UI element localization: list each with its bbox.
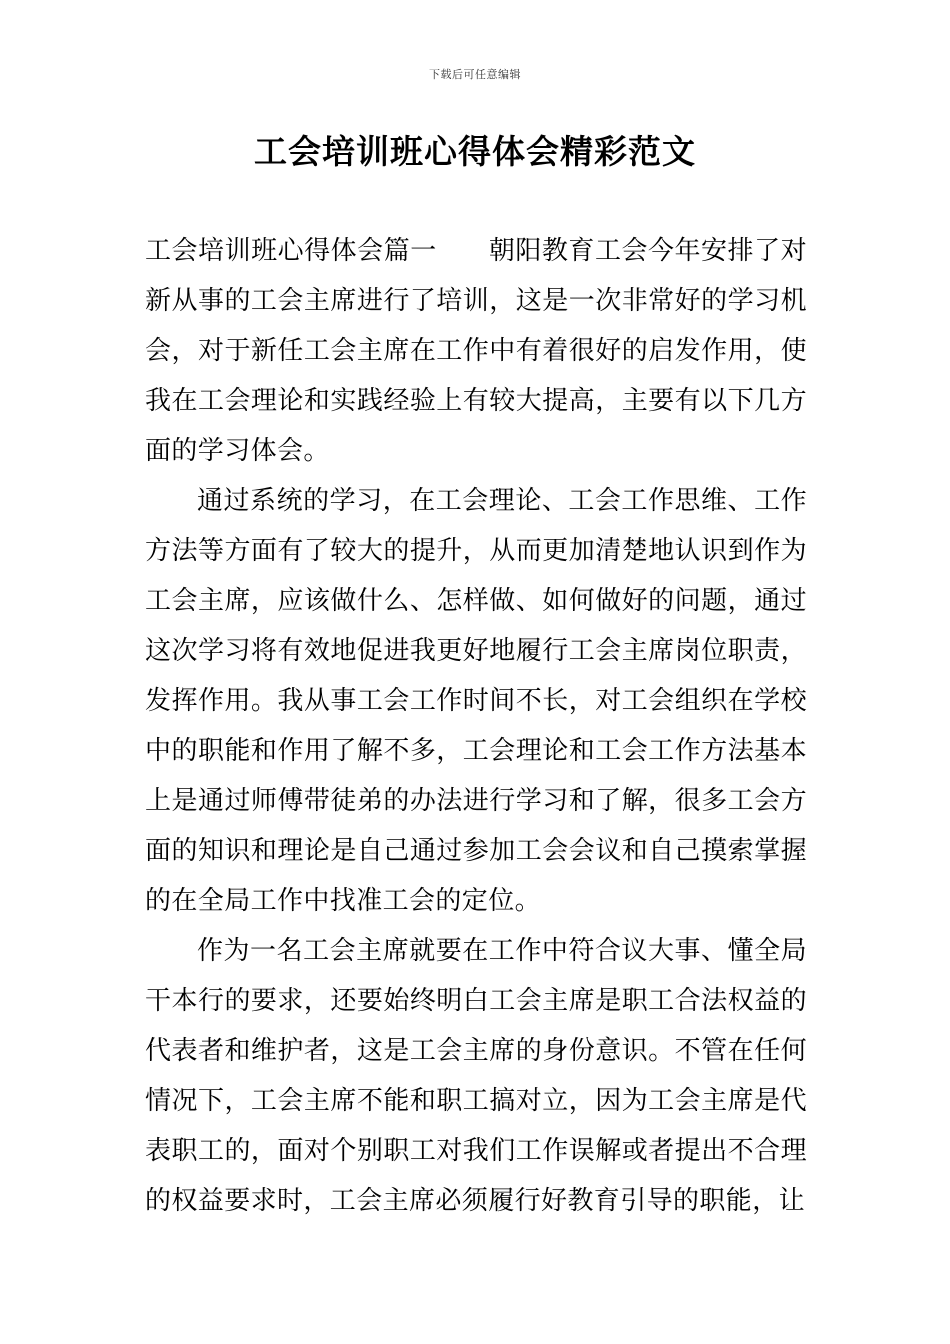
header-note: 下载后可任意编辑 (429, 68, 521, 81)
paragraph-2: 通过系统的学习，在工会理论、工会工作思维、工作方法等方面有了较大的提升，从而更加清楚地认识到作为工会主席，应该做什么、怎样做、如何做好的问题，通过这次学习将有效地促进我更好地履行工会主席岗位职责，发挥作用。我从事工会工作时间不长，对工会组织在学校中的职能和作用了解不多，工会理论和工会工作方法基本上是通过师傅带徒弟的办法进行学习和了解，很多工会方面的知识和理论是自己通过参加工会会议和自己摸索掌握的在全局工作中找准工会的定位。 (145, 486, 807, 916)
document-title: 工会培训班心得体会精彩范文 (254, 132, 696, 171)
intro-heading: 工会培训班心得体会篇一 (145, 236, 437, 266)
document-body (145, 226, 807, 1226)
paragraph-1-text: 朝阳教育工会今年安排了对新从事的工会主席进行了培训，这是一次非常好的学习机会，对于新任工会主席在工作中有着很好的启发作用，使我在工会理论和实践经验上有较大提高，主要有以下几方面的学习体会。 (145, 236, 807, 466)
paragraph-1 (145, 226, 807, 476)
paragraph-3: 作为一名工会主席就要在工作中符合议大事、懂全局干本行的要求，还要始终明白工会主席是职工合法权益的代表者和维护者，这是工会主席的身份意识。不管在任何情况下，工会主席不能和职工搞对立，因为工会主席是代表职工的，面对个别职工对我们工作误解或者提出不合理的权益要求时，工会主席必须履行好教育引导的职能，让 (145, 936, 807, 1216)
